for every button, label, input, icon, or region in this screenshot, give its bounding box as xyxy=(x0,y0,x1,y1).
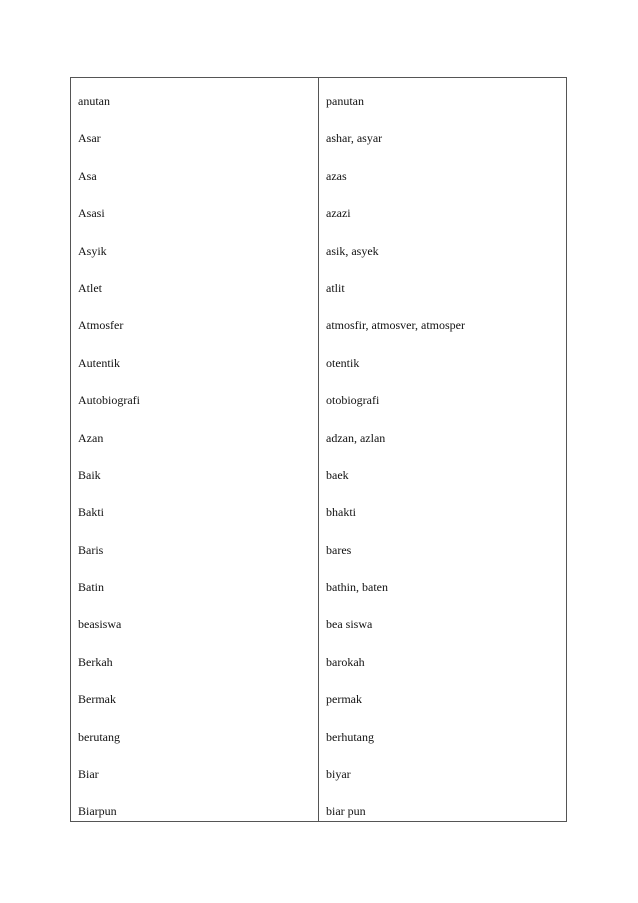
nonstandard-word-cell: asik, asyek xyxy=(326,243,379,258)
standard-word-cell: Bermak xyxy=(78,692,116,707)
standard-word-cell: Asasi xyxy=(78,206,105,221)
standard-word-cell: Berkah xyxy=(78,654,113,669)
nonstandard-word-cell: adzan, azlan xyxy=(326,430,386,445)
nonstandard-word-cell: biar pun xyxy=(326,804,366,819)
standard-word-cell: Asyik xyxy=(78,243,107,258)
nonstandard-column xyxy=(319,78,566,821)
nonstandard-word-cell: otobiografi xyxy=(326,393,380,408)
nonstandard-word-cell: atmosfir, atmosver, atmosper xyxy=(326,318,466,333)
standard-word-cell: Baik xyxy=(78,467,101,482)
standard-word-cell: berutang xyxy=(78,729,120,744)
nonstandard-word-cell: bares xyxy=(326,542,352,557)
standard-word-cell: Batin xyxy=(78,580,104,595)
nonstandard-word-cell: azazi xyxy=(326,206,351,221)
nonstandard-word-cell: otentik xyxy=(326,355,360,370)
standard-word-cell: anutan xyxy=(78,94,110,108)
standard-word-cell: Autentik xyxy=(78,355,120,370)
standard-list xyxy=(71,91,318,839)
nonstandard-list xyxy=(319,91,566,839)
standard-word-cell: Autobiografi xyxy=(78,393,140,408)
standard-word-cell: Bakti xyxy=(78,505,104,520)
standard-word-cell: Biarpun xyxy=(78,804,117,819)
standard-word-cell: Azan xyxy=(78,430,104,445)
nonstandard-word-cell: biyar xyxy=(326,767,351,782)
nonstandard-word-cell: bea siswa xyxy=(326,617,373,632)
nonstandard-word-cell: bhakti xyxy=(326,505,356,520)
nonstandard-word-cell: baek xyxy=(326,467,349,482)
standard-word-cell: Asar xyxy=(78,131,101,146)
nonstandard-word-cell: atlit xyxy=(326,280,345,295)
standard-word-cell: Biar xyxy=(78,767,99,782)
nonstandard-word-cell: ashar, asyar xyxy=(326,131,383,146)
standard-word-cell: Baris xyxy=(78,542,104,557)
standard-word-cell: Atmosfer xyxy=(78,318,124,333)
nonstandard-word-cell: berhutang xyxy=(326,729,374,744)
nonstandard-word-cell: azas xyxy=(326,168,347,183)
standard-word-cell: Asa xyxy=(78,168,97,183)
standard-column xyxy=(71,78,319,821)
nonstandard-word-cell: bathin, baten xyxy=(326,580,388,595)
nonstandard-word-cell: barokah xyxy=(326,654,365,669)
standard-word-cell: beasiswa xyxy=(78,617,122,632)
standard-word-cell: Atlet xyxy=(78,280,102,295)
nonstandard-word-cell: panutan xyxy=(326,94,364,108)
word-table xyxy=(70,77,567,822)
nonstandard-word-cell: permak xyxy=(326,692,362,707)
